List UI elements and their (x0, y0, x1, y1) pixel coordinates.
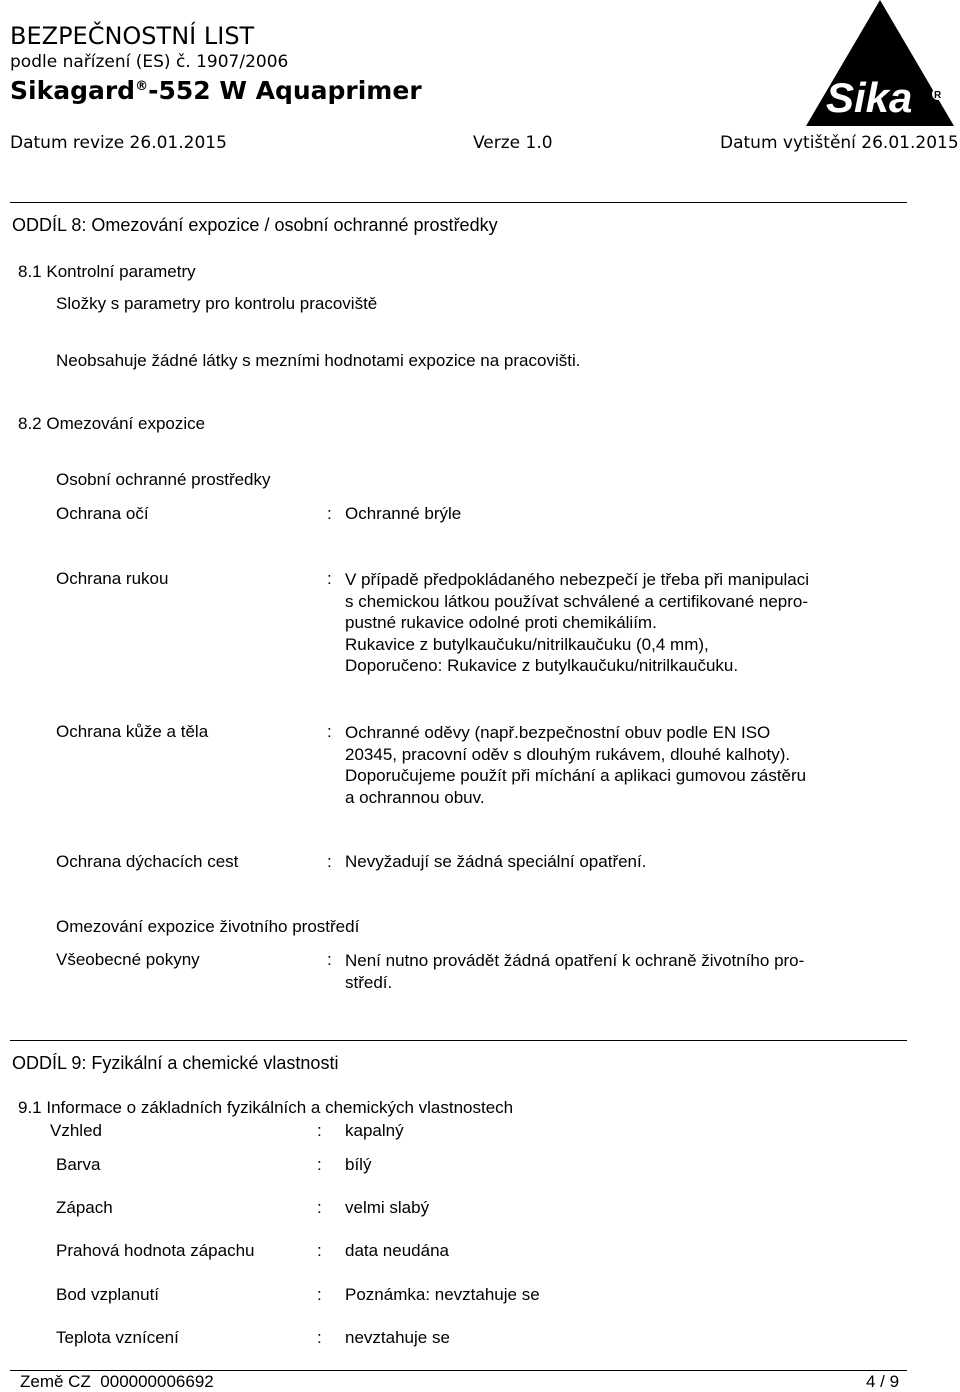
colon: : (317, 1121, 322, 1140)
colon: : (327, 569, 332, 588)
subsection-8-1-heading: 8.1 Kontrolní parametry (18, 262, 196, 281)
odour-threshold-label: Prahová hodnota zápachu (56, 1241, 255, 1260)
respiratory-protection-value: Nevyžadují se žádná speciální opatření. (345, 852, 647, 871)
hand-protection-line: Rukavice z butylkaučuku/nitrilkaučuku (0,4 mm), (345, 634, 709, 654)
color-value: bílý (345, 1155, 372, 1174)
appearance-label: Vzhled (50, 1121, 102, 1140)
ignition-temperature-label: Teplota vznícení (56, 1328, 179, 1347)
eye-protection-value: Ochranné brýle (345, 504, 462, 523)
eye-protection-label: Ochrana očí (56, 504, 149, 523)
section9-divider (10, 1040, 907, 1041)
regulation-reference: podle nařízení (ES) č. 1907/2006 (10, 52, 289, 72)
footer-country-code: Země CZ 000000006692 (20, 1372, 214, 1391)
print-date: Datum vytištění 26.01.2015 (720, 133, 959, 153)
svg-text:R: R (934, 90, 942, 101)
revision-date: Datum revize 26.01.2015 (10, 133, 227, 153)
workplace-parameters-subheading: Složky s parametry pro kontrolu pracoviště (56, 294, 378, 313)
skin-protection-line: 20345, pracovní oděv s dlouhým rukávem, dlouhé kalhoty). (345, 744, 791, 764)
colon: : (327, 504, 332, 523)
colon: : (317, 1328, 322, 1347)
colon: : (317, 1241, 322, 1260)
general-guidance-value (345, 950, 905, 993)
hand-protection-value (345, 569, 905, 677)
colon: : (327, 950, 332, 969)
sika-logo-icon (806, 0, 954, 126)
skin-protection-line: Ochranné oděvy (např.bezpečnostní obuv podle EN ISO (345, 723, 771, 742)
odour-value: velmi slabý (345, 1198, 430, 1217)
odour-threshold-value: data neudána (345, 1241, 449, 1260)
section9-heading: ODDÍL 9: Fyzikální a chemické vlastnosti (12, 1053, 339, 1073)
colon: : (317, 1285, 322, 1304)
hand-protection-line: pustné rukavice odolné proti chemikáliím. (345, 613, 657, 632)
section8-heading: ODDÍL 8: Omezování expozice / osobní ochranné prostředky (12, 215, 498, 235)
subsection-9-1-heading: 9.1 Informace o základních fyzikálních a chemických vlastnostech (18, 1098, 514, 1117)
appearance-value: kapalný (345, 1121, 404, 1140)
hand-protection-line: Doporučeno: Rukavice z butylkaučuku/nitrilkaučuku. (345, 656, 739, 675)
product-name (10, 76, 422, 105)
hand-protection-line: V případě předpokládaného nebezpečí je třeba při manipulaci (345, 570, 810, 589)
colon: : (327, 722, 332, 741)
registered-mark: ® (135, 79, 149, 94)
no-limit-values-text: Neobsahuje žádné látky s mezními hodnotami expozice na pracovišti. (56, 351, 581, 370)
colon: : (317, 1155, 322, 1174)
hand-protection-label: Ochrana rukou (56, 569, 169, 588)
section8-divider (10, 202, 907, 203)
environmental-exposure-heading: Omezování expozice životního prostředí (56, 917, 360, 936)
colon: : (327, 852, 332, 871)
respiratory-protection-label: Ochrana dýchacích cest (56, 852, 239, 871)
subsection-8-2-heading: 8.2 Omezování expozice (18, 414, 206, 433)
general-guidance-line: středí. (345, 972, 393, 992)
product-name-suffix: -552 W Aquaprimer (148, 76, 422, 105)
footer-page-number: 4 / 9 (866, 1372, 900, 1391)
general-guidance-line: Není nutno provádět žádná opatření k ochraně životního pro- (345, 951, 805, 970)
product-name-base: Sikagard (10, 76, 136, 105)
ignition-temperature-value: nevztahuje se (345, 1328, 450, 1347)
svg-text:Sika: Sika (826, 74, 913, 121)
colon: : (317, 1198, 322, 1217)
document-title: BEZPEČNOSTNÍ LIST (10, 22, 255, 50)
color-label: Barva (56, 1155, 101, 1174)
flash-point-label: Bod vzplanutí (56, 1285, 160, 1304)
general-guidance-label: Všeobecné pokyny (56, 950, 200, 969)
version: Verze 1.0 (473, 133, 553, 153)
footer-divider (10, 1370, 907, 1371)
skin-protection-value (345, 722, 905, 808)
skin-protection-label: Ochrana kůže a těla (56, 722, 209, 741)
hand-protection-line: s chemickou látkou používat schválené a certifikované nepro- (345, 591, 809, 611)
skin-protection-line: a ochrannou obuv. (345, 787, 485, 807)
ppe-heading: Osobní ochranné prostředky (56, 470, 271, 489)
flash-point-value: Poznámka: nevztahuje se (345, 1285, 540, 1304)
odour-label: Zápach (56, 1198, 113, 1217)
skin-protection-line: Doporučujeme použít při míchání a aplikaci gumovou zástěru (345, 766, 807, 785)
